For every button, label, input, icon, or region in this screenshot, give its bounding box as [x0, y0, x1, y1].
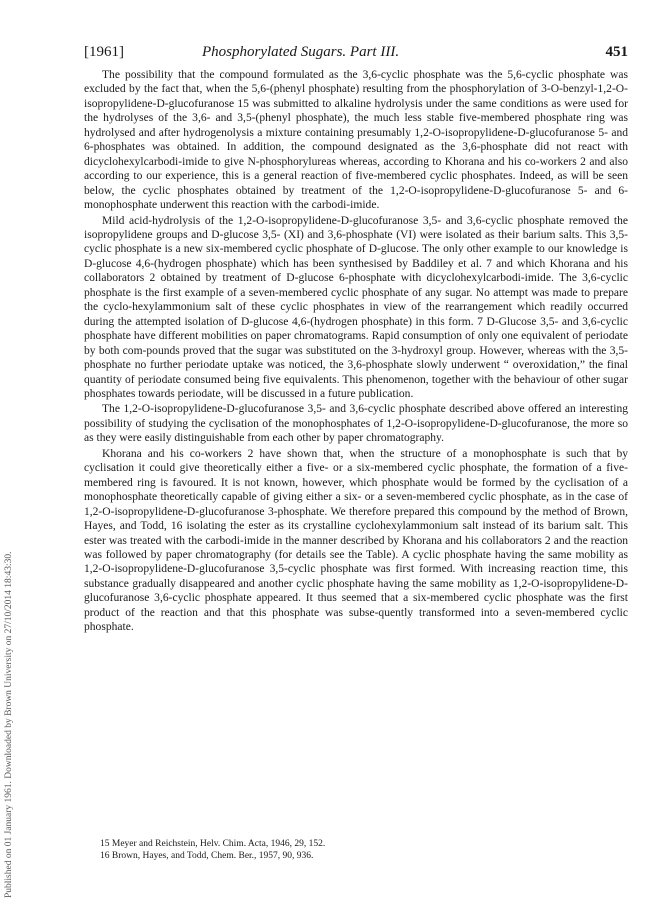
download-watermark: [2, 150, 18, 910]
running-header: [84, 44, 628, 66]
paragraph-1: The possibility that the compound formulated as the 3,6-cyclic phosphate was the 5,6-cyclic phosphate was excluded by the fact that, when the 5,6-(phenyl phosphate) resulting from the phosphorylation of 3-O-benzyl-1,2-O-isopropylidene-D-glucofuranose 15 was submitted to alkaline hydrolysis under the same conditions as were used for the hydrolyses of the 3,6- and 3,5-(phenyl phosphate), the much less stable five-membered phosphate ring was hydrolysed and after hydrogenolysis a mixture containing presumably 1,2-O-isopropylidene-D-glucofuranose 5- and 6-phosphates was obtained. In addition, the compound designated as the 3,6-phosphate did not react with dicyclohexylcarbodi-imide to give N-phosphorylureas whereas, according to Khorana and his co-workers 2 and also according to our experience, this is a general reaction of five-membered cyclic phosphates. Indeed, as will be seen below, the cyclic phosphates obtained by treatment of the 1,2-O-isopropylidene-D-glucofuranose 5- and 6-monophosphate underwent this reaction with the carbodi-imide.: [84, 69, 628, 212]
page-number: 451: [605, 44, 628, 60]
header-title: Phosphorylated Sugars. Part III.: [202, 44, 400, 60]
footnotes: [100, 838, 620, 862]
paragraph-2: Mild acid-hydrolysis of the 1,2-O-isopropylidene-D-glucofuranose 3,5- and 3,6-cyclic phosphate removed the isopropylidene groups and D-glucose 3,5- (XI) and 3,6-phosphate (VI) were isolated as their barium salts. This 3,5-cyclic phosphate is a new six-membered cyclic phosphate of D-glucose. The only other example to our knowledge is D-glucose 4,6-(hydrogen phosphate) which has been synthesised by Baddiley et al. 7 and which Khorana and his collaborators 2 obtained by treatment of D-glucose 6-phosphate with dicyclohexylcarbodi-imide. The 3,6-cyclic phosphate is the first example of a seven-membered cyclic phosphate of any sugar. No attempt was made to prepare the cyclo-hexylammonium salt of these cyclic phosphates in view of the rearrangement which readily occurred during the attempted isolation of D-glucose 4,6-(hydrogen phosphate) in this form. 7 D-Glucose 3,5- and 3,6-cyclic phosphate have different mobilities on paper chromatograms. Rapid consumption of only one equivalent of periodate by both com-pounds proved that the sugar was substituted on the 3-hydroxyl group. However, whereas with the 3,5-phosphate no further periodate uptake was noticed, the 3,6-phosphate slowly underwent “ overoxidation,” the final quantity of periodate consumed being five equivalents. This phenomenon, together with the behaviour of other sugar phosphates towards periodate, will be discussed in a future publication.: [84, 214, 628, 400]
footnote-15: 15 Meyer and Reichstein, Helv. Chim. Acta, 1946, 29, 152.: [100, 839, 326, 849]
paragraph-3: The 1,2-O-isopropylidene-D-glucofuranose 3,5- and 3,6-cyclic phosphate described above offered an interesting possibility of studying the cyclisation of the monophosphates of 1,2-O-isopropylidene-D-glucofuranose, the more so as they were easily distinguishable from each other by paper chromatography.: [84, 403, 628, 445]
watermark-text: Published on 01 January 1961. Downloaded by Brown University on 27/10/2014 18:43:30.: [4, 551, 14, 898]
paragraph-4: Khorana and his co-workers 2 have shown that, when the structure of a monophosphate is such that by cyclisation it could give theoretically either a five- or a six-membered cyclic phosphate, the formation of a five-membered ring is favoured. It is not known, however, which phosphate would be formed by the cyclisation of a monophosphate theoretically capable of giving either a six- or a seven-membered cyclic phosphate, as in the case of 1,2-O-isopropylidene-D-glucofuranose 3-phosphate. We therefore prepared this compound by the method of Brown, Hayes, and Todd, 16 isolating the ester as its crystalline cyclohexylammonium salt instead of its barium salt. This ester was treated with the carbodi-imide in the manner described by Khorana and his collaborators 2 and the reaction was followed by paper chromatography (for details see the Table). A cyclic phosphate having the same mobility as 1,2-O-isopropylidene-D-glucofuranose 3,5-cyclic phosphate was first formed. With increasing reaction time, this substance gradually disappeared and another cyclic phosphate having the same mobility as 1,2-O-isopropylidene-D-glucofuranose 3,6-cyclic phosphate appeared. It thus seemed that a six-membered cyclic phosphate was the first product of the reaction and that this phosphate was subse-quently transformed into a seven-membered cyclic phosphate.: [84, 447, 628, 634]
article-body: [84, 68, 628, 635]
header-year: [1961]: [84, 44, 124, 60]
footnote-16: 16 Brown, Hayes, and Todd, Chem. Ber., 1957, 90, 936.: [100, 851, 314, 861]
